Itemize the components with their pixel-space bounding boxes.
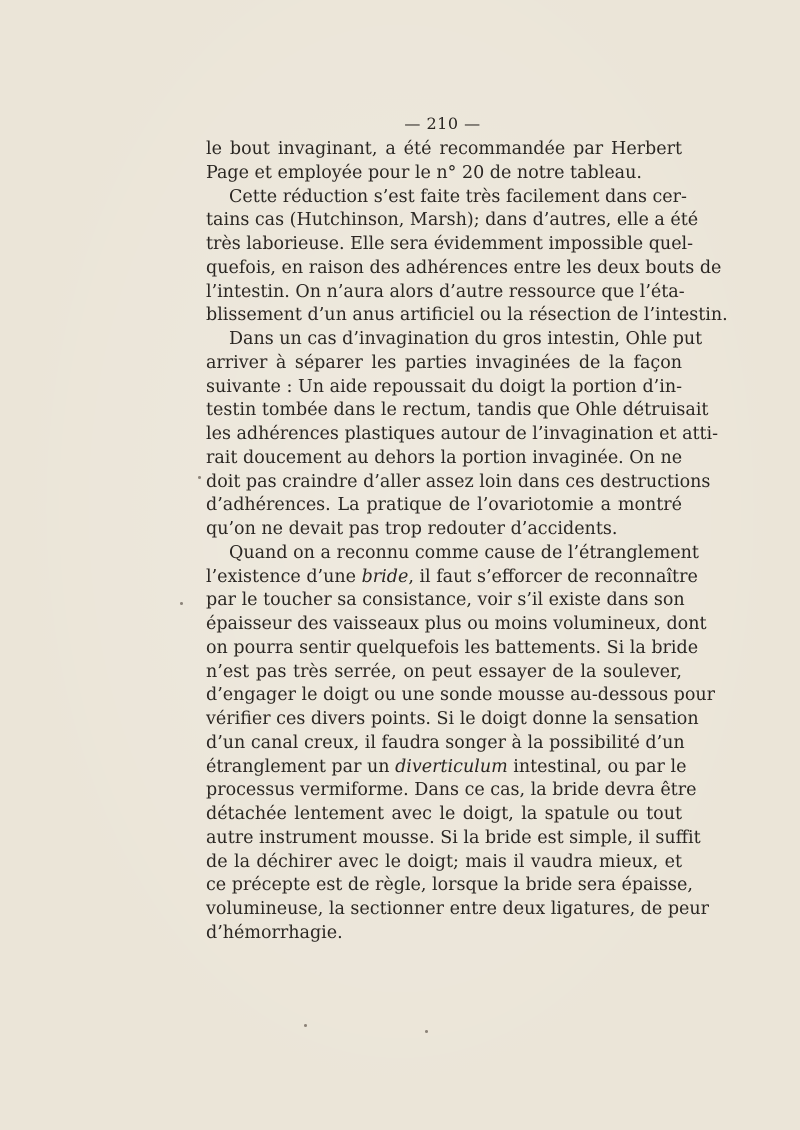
text-line: suivante : Un aide repoussait du doigt la portion d’in- <box>206 376 682 397</box>
text-line: épaisseur des vaisseaux plus ou moins volumineux, dont <box>206 614 707 634</box>
text-line: très laborieuse. Elle sera évidemment impossible quel- <box>206 234 694 254</box>
text-line: d’adhérences. La pratique de l’ovariotomie a montré <box>206 495 682 516</box>
paper-speck <box>425 1030 428 1033</box>
text-line: on pourra sentir quelquefois les battements. Si la bride <box>206 637 699 658</box>
text-run: l’existence d’une <box>206 566 362 587</box>
text-line: par le toucher sa consistance, voir s’il existe dans son <box>206 590 685 611</box>
text-line: détachée lentement avec le doigt, la spatule ou tout <box>206 804 682 824</box>
text-line: autre instrument mousse. Si la bride est simple, il suffit <box>206 827 701 848</box>
text-line: le bout invaginant, a été recommandée par Herbert <box>206 139 682 159</box>
body-text <box>206 138 728 946</box>
page-number: — 210 — <box>404 114 481 133</box>
text-line: arriver à séparer les parties invaginées de la façon <box>206 352 682 373</box>
text-line: les adhérences plastiques autour de l’invagination et atti- <box>206 424 719 444</box>
text-run: , il faut s’efforcer de reconnaître <box>408 566 698 587</box>
text-line: Page et employée pour le n° 20 de notre tableau. <box>206 162 642 183</box>
text-line: volumineuse, la sectionner entre deux ligatures, de peur <box>206 899 710 919</box>
text-line: Quand on a reconnu comme cause de l’étranglement <box>229 542 699 563</box>
text-line: de la déchirer avec le doigt; mais il vaudra mieux, et <box>206 851 682 872</box>
text-line <box>206 566 698 590</box>
italic-term: bride <box>361 566 409 587</box>
text-line: d’hémorrhagie. <box>206 922 343 943</box>
text-line: n’est pas très serrée, on peut essayer de la soulever, <box>206 661 682 682</box>
text-line: testin tombée dans le rectum, tandis que Ohle détruisait <box>206 400 709 421</box>
text-line: qu’on ne devait pas trop redouter d’accidents. <box>206 519 618 539</box>
text-line: Dans un cas d’invagination du gros intestin, Ohle put <box>229 329 703 349</box>
text-line: ce précepte est de règle, lorsque la bride sera épaisse, <box>206 875 693 896</box>
text-line: quefois, en raison des adhérences entre les deux bouts de <box>206 257 722 278</box>
text-line: blissement d’un anus artificiel ou la résection de l’intestin. <box>206 305 728 326</box>
text-line: d’engager le doigt ou une sonde mousse au-dessous pour <box>206 685 716 706</box>
paper-speck <box>198 476 201 479</box>
text-line: tains cas (Hutchinson, Marsh); dans d’autres, elle a été <box>206 210 699 231</box>
text-run: intestinal, ou par le <box>507 756 687 777</box>
text-line: doit pas craindre d’aller assez loin dans ces destructions <box>206 471 711 492</box>
text-line: d’un canal creux, il faudra songer à la possibilité d’un <box>206 732 685 753</box>
text-line: Cette réduction s’est faite très facilement dans cer- <box>229 186 687 207</box>
text-line: vérifier ces divers points. Si le doigt donne la sensation <box>206 709 699 729</box>
text-line: l’intestin. On n’aura alors d’autre ressource que l’éta- <box>206 281 685 302</box>
text-line: rait doucement au dehors la portion invaginée. On ne <box>206 447 683 468</box>
text-line: processus vermiforme. Dans ce cas, la bride devra être <box>206 780 697 801</box>
text-line <box>206 756 687 780</box>
italic-term: diverticulum <box>395 756 508 777</box>
paper-speck <box>304 1024 307 1027</box>
paper-speck <box>180 602 183 605</box>
text-run: étranglement par un <box>206 756 396 777</box>
